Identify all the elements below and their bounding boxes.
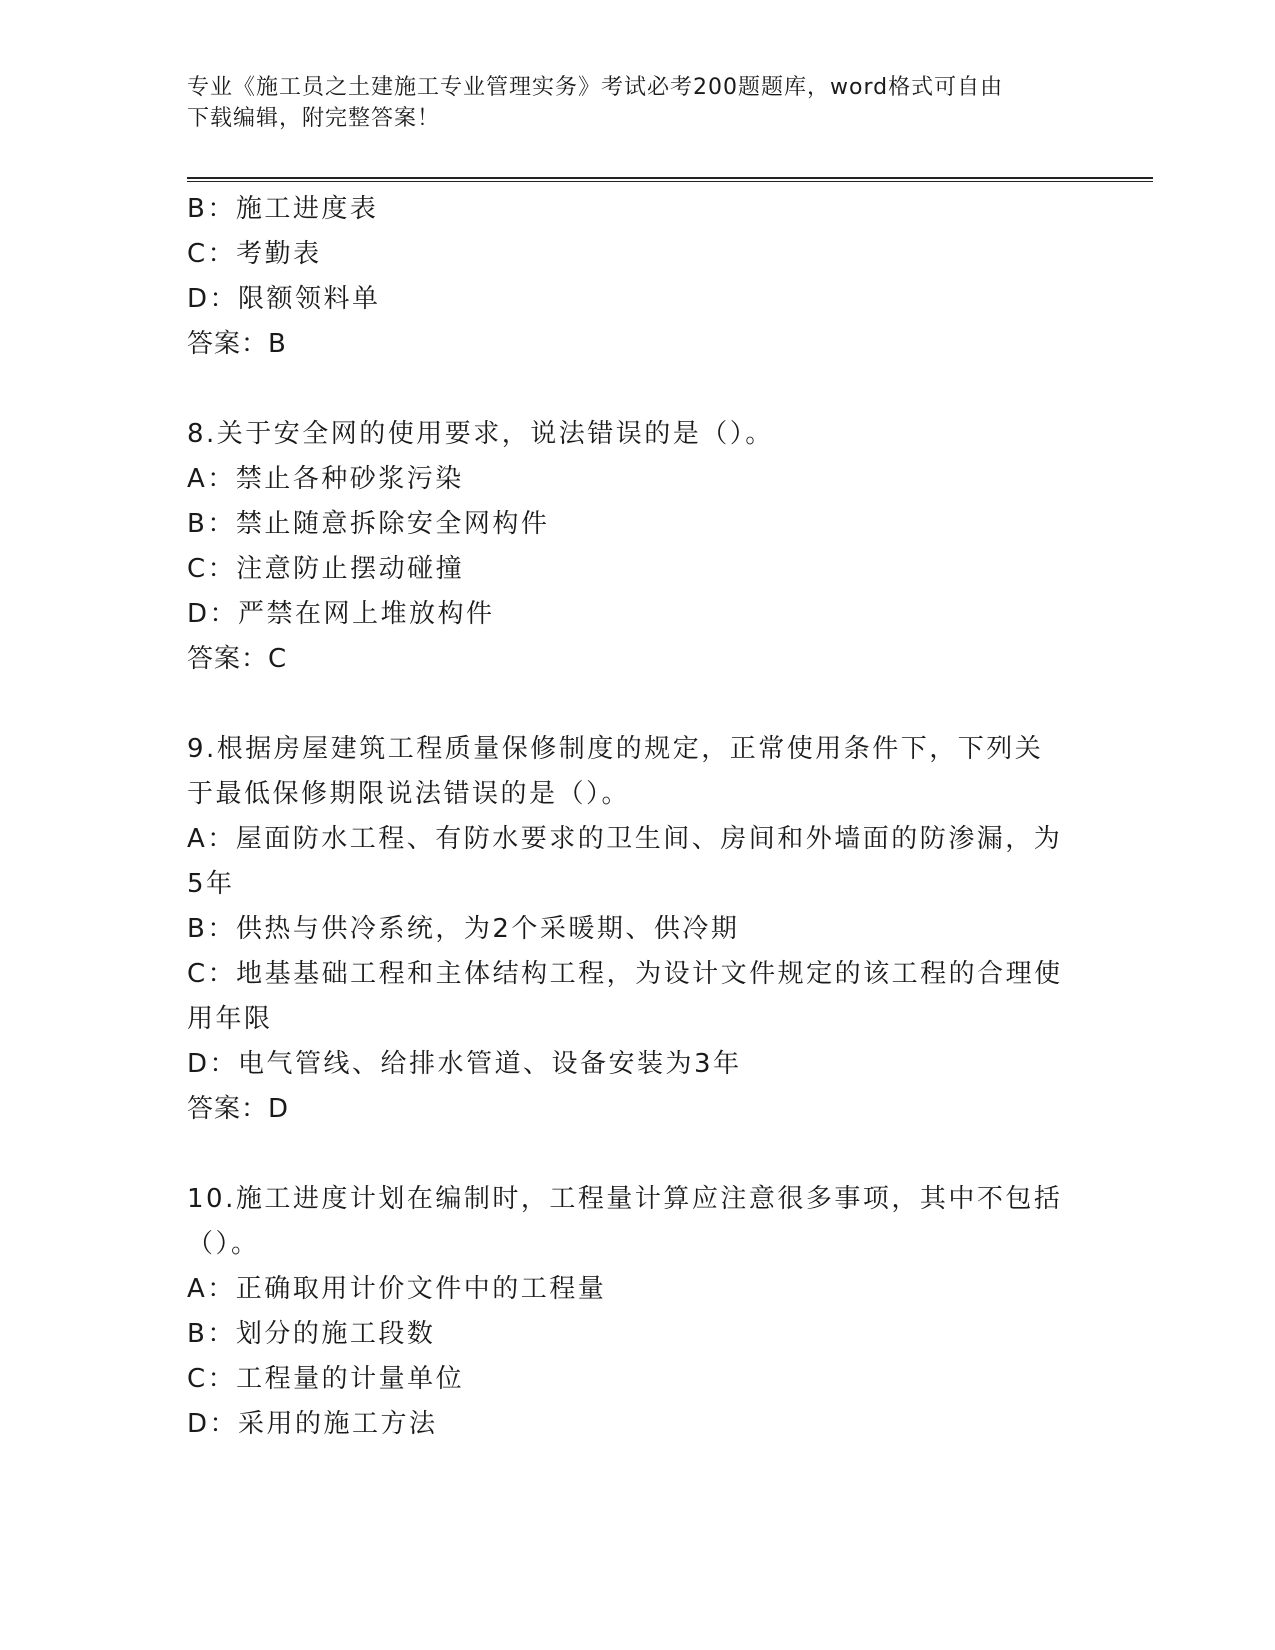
header-divider bbox=[187, 177, 1153, 182]
option-b: B：划分的施工段数 bbox=[187, 1319, 436, 1349]
answer-line: 答案：D bbox=[187, 1094, 290, 1124]
spacer bbox=[187, 367, 1077, 412]
answer-line: 答案：B bbox=[187, 329, 287, 359]
question-stem-line-2: （）。 bbox=[187, 1229, 260, 1259]
header-title-line-2: 下载编辑，附完整答案！ bbox=[187, 106, 441, 131]
option-d: D：严禁在网上堆放构件 bbox=[187, 599, 495, 629]
spacer bbox=[187, 682, 1077, 727]
option-a-line-2: 5年 bbox=[187, 869, 235, 899]
answer-line: 答案：C bbox=[187, 644, 288, 674]
option-c: C：考勤表 bbox=[187, 239, 322, 269]
question-8 bbox=[187, 412, 1077, 682]
option-c-line-1: C：地基基础工程和主体结构工程，为设计文件规定的该工程的合理使 bbox=[187, 959, 1063, 989]
option-d: D：限额领料单 bbox=[187, 284, 381, 314]
option-b: B：供热与供冷系统，为2个采暖期、供冷期 bbox=[187, 914, 740, 944]
option-a: A：禁止各种砂浆污染 bbox=[187, 464, 464, 494]
option-b: B：施工进度表 bbox=[187, 194, 379, 224]
option-b: B：禁止随意拆除安全网构件 bbox=[187, 509, 550, 539]
question-stem-line-1: 10.施工进度计划在编制时，工程量计算应注意很多事项，其中不包括 bbox=[187, 1184, 1063, 1214]
question-stem: 8.关于安全网的使用要求，说法错误的是（）。 bbox=[187, 419, 774, 449]
question-stem-line-2: 于最低保修期限说法错误的是（）。 bbox=[187, 779, 631, 809]
question-stem-line-1: 9.根据房屋建筑工程质量保修制度的规定，正常使用条件下，下列关 bbox=[187, 734, 1044, 764]
option-a: A：正确取用计价文件中的工程量 bbox=[187, 1274, 607, 1304]
question-list bbox=[187, 187, 1077, 1447]
spacer bbox=[187, 1132, 1077, 1177]
document-header bbox=[187, 72, 1067, 134]
question-7-continued bbox=[187, 187, 1077, 367]
option-a-line-1: A：屋面防水工程、有防水要求的卫生间、房间和外墙面的防渗漏，为 bbox=[187, 824, 1063, 854]
option-c: C：工程量的计量单位 bbox=[187, 1364, 465, 1394]
option-c-line-2: 用年限 bbox=[187, 1004, 273, 1034]
question-10 bbox=[187, 1177, 1077, 1447]
header-title-line-1: 专业《施工员之土建施工专业管理实务》考试必考200题题库，word格式可自由 bbox=[187, 75, 1004, 100]
option-c: C：注意防止摆动碰撞 bbox=[187, 554, 465, 584]
option-d: D：采用的施工方法 bbox=[187, 1409, 438, 1439]
question-9 bbox=[187, 727, 1077, 1132]
option-d: D：电气管线、给排水管道、设备安装为3年 bbox=[187, 1049, 742, 1079]
